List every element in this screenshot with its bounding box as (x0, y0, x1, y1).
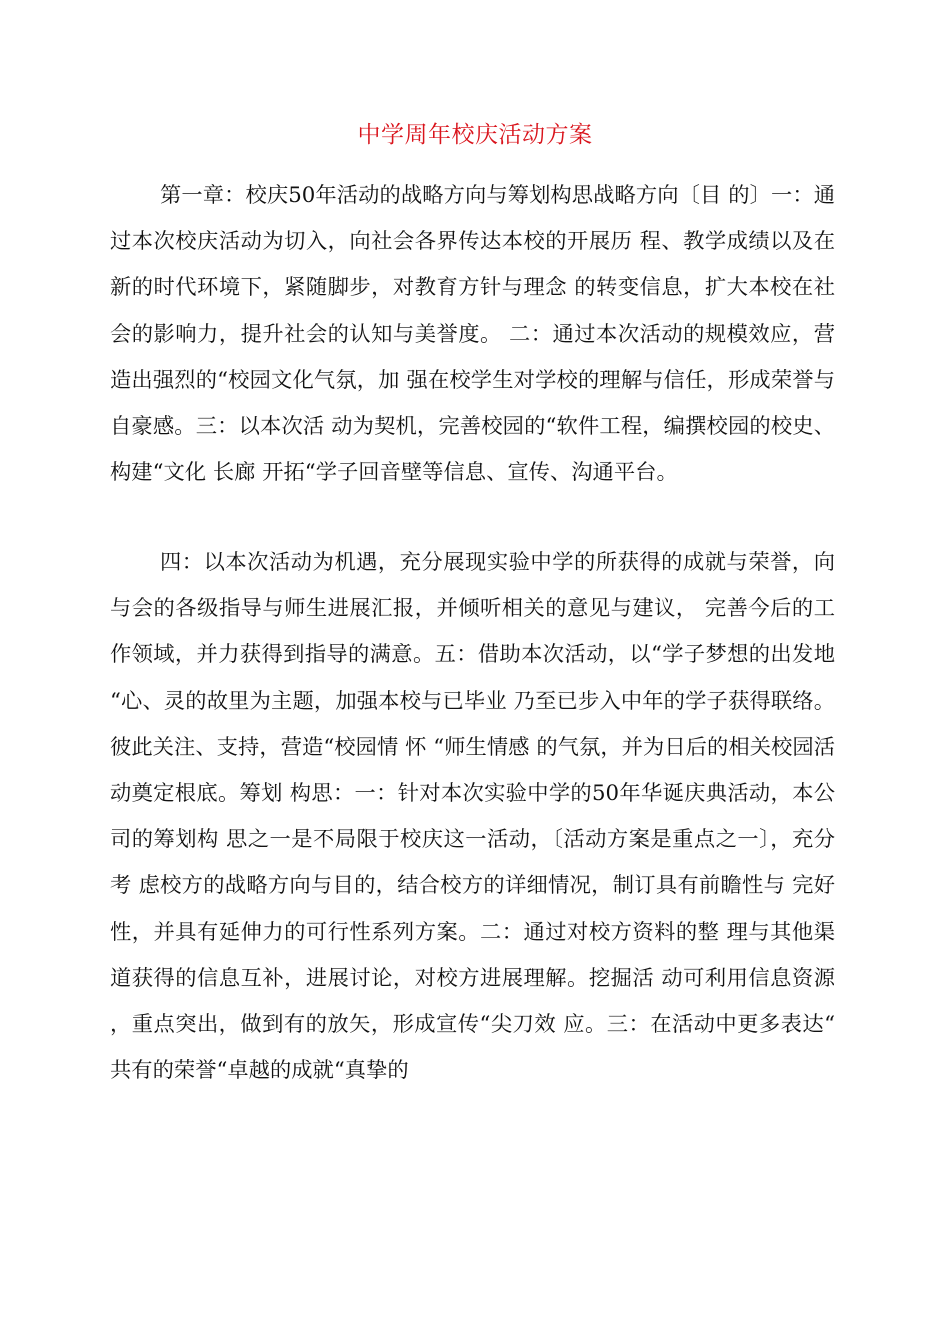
paragraph-four: 四：以本次活动为机遇，充分展现实验中学的所获得的成就与荣誉，向与会的各级指导与师生进展汇报，并倾听相关的意见与建议， 完善今后的工作领域，并力获得到指导的满意。五：借助本次活动，以“学子梦想的出发地 “心、灵的故里为主题，加强本校与已毕业 乃至已步入中年的学子获得联络。彼此关注、支持，营造“校园情 怀 “师生情感 的气氛，并为日后的相关校园活动奠定根底。筹划 构思：一：针对本次实验中学的50年华诞庆典活动，本公司的筹划构 思之一是不局限于校庆这一活动，〔活动方案是重点之一〕，充分考 虑校方的战略方向与目的，结合校方的详细情况，制订具有前瞻性与 完好性，并具有延伸力的可行性系列方案。二：通过对校方资料的整 理与其他渠道获得的信息互补，进展讨论，对校方进展理解。挖掘活 动可利用信息资源，重点突出，做到有的放矢，形成宣传“尖刀效 应。三：在活动中更多表达“共有的荣誉“卓越的成就“真挚的 (110, 550, 835, 1084)
paragraph-chapter-one: 第一章：校庆50年活动的战略方向与筹划构思战略方向〔目 的〕一：通过本次校庆活动为切入，向社会各界传达本校的开展历 程、教学成绩以及在新的时代环境下，紧随脚步，对教育方针与理念 的转变信息，扩大本校在社会的影响力，提升社会的认知与美誉度。 二：通过本次活动的规模效应，营造出强烈的“校园文化气氛，加 强在校学生对学校的理解与信任，形成荣誉与自豪感。三：以本次活 动为契机，完善校园的“软件工程，编撰校园的校史、构建“文化 长廊 开拓“学子回音壁等信息、宣传、沟通平台。 (110, 183, 835, 486)
document-title: 中学周年校庆活动方案 (357, 122, 593, 148)
